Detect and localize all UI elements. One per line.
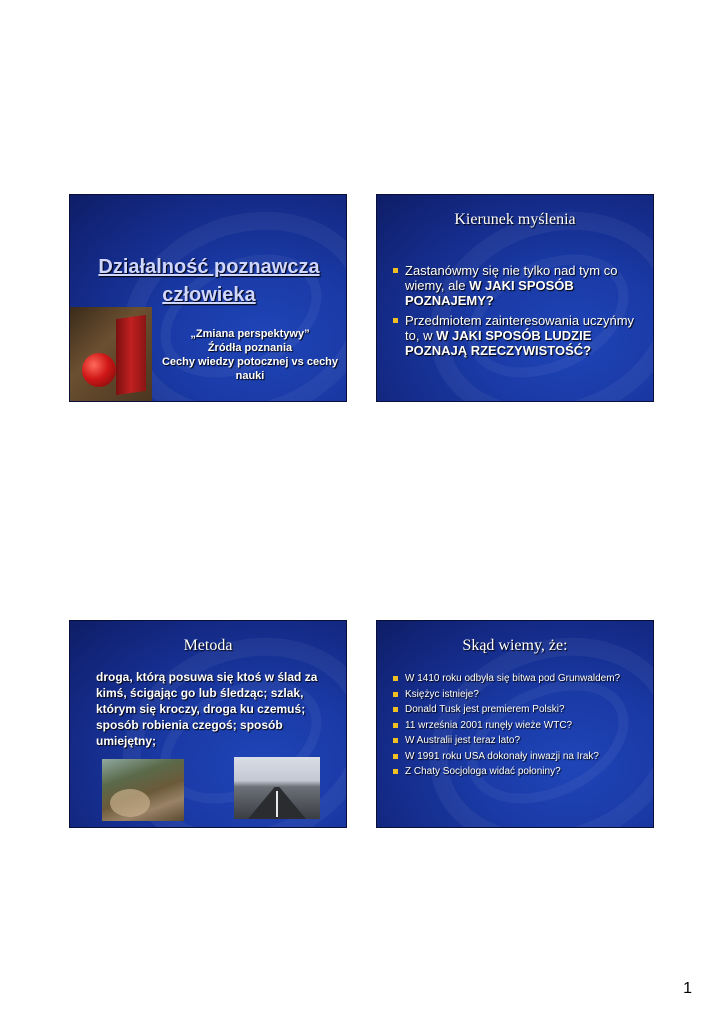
bullet-item: W 1991 roku USA dokonały inwazji na Irak?: [393, 749, 651, 765]
slide-1: [69, 194, 347, 402]
slide-title: Metoda: [183, 637, 233, 654]
bullet-item: Z Chaty Socjologa widać połoniny?: [393, 764, 651, 780]
bullet-item: Księżyc istnieje?: [393, 687, 651, 703]
bullet-item: Przedmiotem zainteresowania uczyńmy to, w W JAKI SPOSÓB LUDZIE POZNAJĄ RZECZYWISTOŚĆ?: [393, 313, 641, 358]
subtitle-line: Cechy wiedzy potocznej vs cechy nauki: [161, 356, 339, 382]
bullet-list: [393, 671, 651, 780]
bullet-item: W 1410 roku odbyła się bitwa pod Grunwaldem?: [393, 671, 651, 687]
bullet-item: W Australii jest teraz lato?: [393, 733, 651, 749]
bullet-item: Donald Tusk jest premierem Polski?: [393, 702, 651, 718]
slide-2: [376, 194, 654, 402]
slide-title: Działalność poznawcza człowieka: [98, 256, 320, 306]
red-book-shape: [116, 315, 146, 395]
slide-4: [376, 620, 654, 828]
subtitle-line: „Zmiana perspektywy”: [190, 328, 310, 340]
forest-path-photo: [102, 759, 184, 821]
slide-title: Skąd wiemy, że:: [462, 637, 568, 654]
bullet-item: 11 września 2001 runęły wieże WTC?: [393, 718, 651, 734]
page-number: 1: [683, 980, 692, 997]
subtitle-line: Źródła poznania: [207, 342, 293, 354]
still-life-painting: [70, 307, 152, 402]
road-photo: [234, 757, 320, 819]
slide-subtitle: [160, 327, 340, 383]
slide-title: Kierunek myślenia: [454, 211, 576, 228]
bullet-item: Zastanówmy się nie tylko nad tym co wiemy, ale W JAKI SPOSÓB POZNAJEMY?: [393, 263, 641, 308]
apple-shape: [82, 353, 116, 387]
bullet-list: [393, 263, 641, 358]
definition-text: droga, którą posuwa się ktoś w ślad za kimś, ścigając go lub śledząc; szlak, którym się kroczy, droga ku czemuś; sposób robienia czegoś; sposób umiejętny;: [96, 670, 318, 748]
slide-3: [69, 620, 347, 828]
